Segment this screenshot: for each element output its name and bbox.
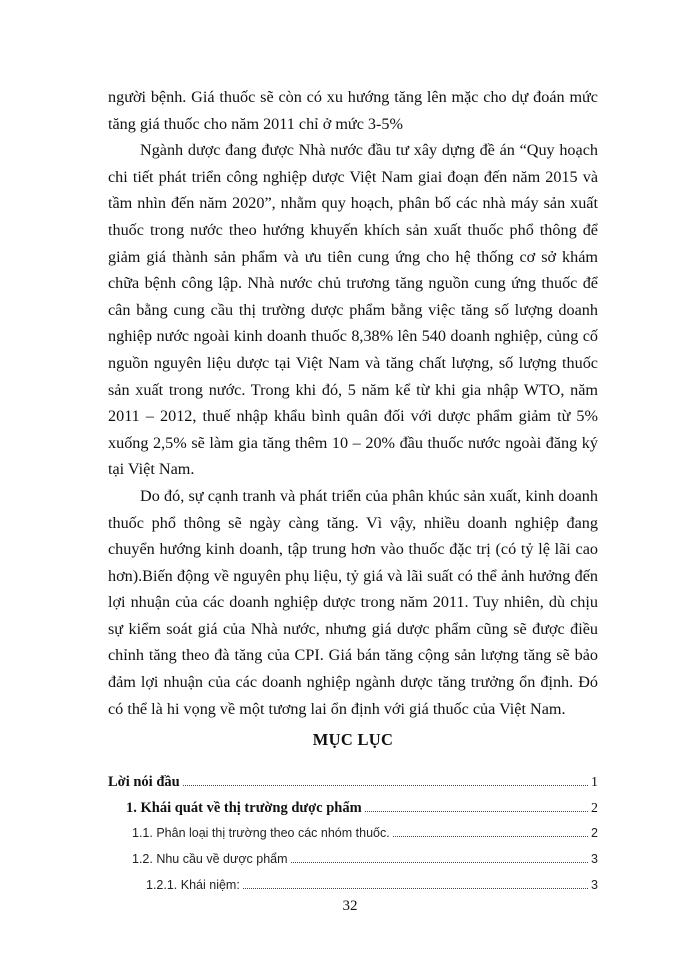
toc-entry-label: 1.2. Nhu cầu về dược phẩm (132, 852, 288, 867)
toc-entry-page: 2 (591, 826, 598, 841)
page-number: 32 (342, 898, 358, 914)
toc-entry-foreword[interactable] (108, 774, 598, 800)
toc-entry-page: 3 (591, 852, 598, 867)
table-of-contents (108, 774, 598, 904)
body-paragraph-2: Ngành dược đang được Nhà nước đầu tư xây dựng đề án “Quy hoạch chi tiết phát triển công nghiệp dược Việt Nam giai đoạn đến năm 2015 và tầm nhìn đến năm 2020”, nhằm quy hoạch, phân bố các nhà máy sản xuất thuốc trong nước theo hướng khuyến khích sản xuất thuốc phổ thông để giảm giá thành sản phẩm và ưu tiên cung ứng cho hệ thống cơ sở khám chữa bệnh công lập. Nhà nước chủ trương tăng nguồn cung ứng thuốc để cân bằng cung cầu thị trường dược phẩm bằng việc tăng số lượng doanh nghiệp nước ngoài kinh doanh thuốc 8,38% lên 540 doanh nghiệp, củng cố nguồn nguyên liệu dược tại Việt Nam và tăng chất lượng, số lượng thuốc sản xuất trong nước. Trong khi đó, 5 năm kể từ khi gia nhập WTO, năm 2011 – 2012, thuế nhập khẩu bình quân đối với dược phẩm giảm từ 5% xuống 2,5% sẽ làm gia tăng thêm 10 – 20% đầu thuốc nước ngoài đăng ký tại Việt Nam. (108, 141, 598, 479)
toc-heading: MỤC LỤC (312, 730, 394, 750)
toc-dot-leader (291, 862, 589, 863)
toc-entry-label: 1.1. Phân loại thị trường theo các nhóm thuốc. (132, 826, 390, 841)
toc-entry-section-1-2[interactable] (108, 852, 598, 878)
toc-dot-leader (183, 785, 588, 786)
toc-entry-label: 1.2.1. Khái niệm: (146, 878, 240, 893)
body-paragraph-3: Do đó, sự cạnh tranh và phát triển của phân khúc sản xuất, kinh doanh thuốc phổ thông sẽ ngày càng tăng. Vì vậy, nhiều doanh nghiệp đang chuyển hướng kinh doanh, tập trung hơn vào thuốc đặc trị (có tỷ lệ lãi cao hơn).Biến động về nguyên phụ liệu, tỷ giá và lãi suất có thể ảnh hưởng đến lợi nhuận của các doanh nghiệp dược trong năm 2011. Tuy nhiên, dù chịu sự kiểm soát giá của Nhà nước, nhưng giá dược phẩm cũng sẽ được điều chỉnh tăng theo đà tăng của CPI. Giá bán tăng cộng sản lượng tăng sẽ bảo đảm lợi nhuận của các doanh nghiệp ngành dược tăng trưởng ổn định. Đó có thể là hi vọng về một tương lai ổn định với giá thuốc của Việt Nam. (108, 486, 598, 718)
toc-entry-label: Lời nói đầu (108, 774, 180, 791)
document-page (108, 84, 598, 904)
toc-entry-section-1-1[interactable] (108, 826, 598, 852)
toc-entry-page: 1 (591, 775, 598, 791)
toc-entry-label: 1. Khái quát về thị trường dược phẩm (126, 800, 362, 817)
toc-entry-page: 2 (591, 801, 598, 817)
toc-dot-leader (393, 836, 588, 837)
toc-entry-section-1[interactable] (108, 800, 598, 826)
body-paragraph-1: người bệnh. Giá thuốc sẽ còn có xu hướng tăng lên mặc cho dự đoán mức tăng giá thuốc cho năm 2011 chỉ ở mức 3-5% (108, 88, 598, 133)
toc-dot-leader (365, 811, 588, 812)
toc-entry-page: 3 (591, 878, 598, 893)
toc-dot-leader (243, 888, 588, 889)
